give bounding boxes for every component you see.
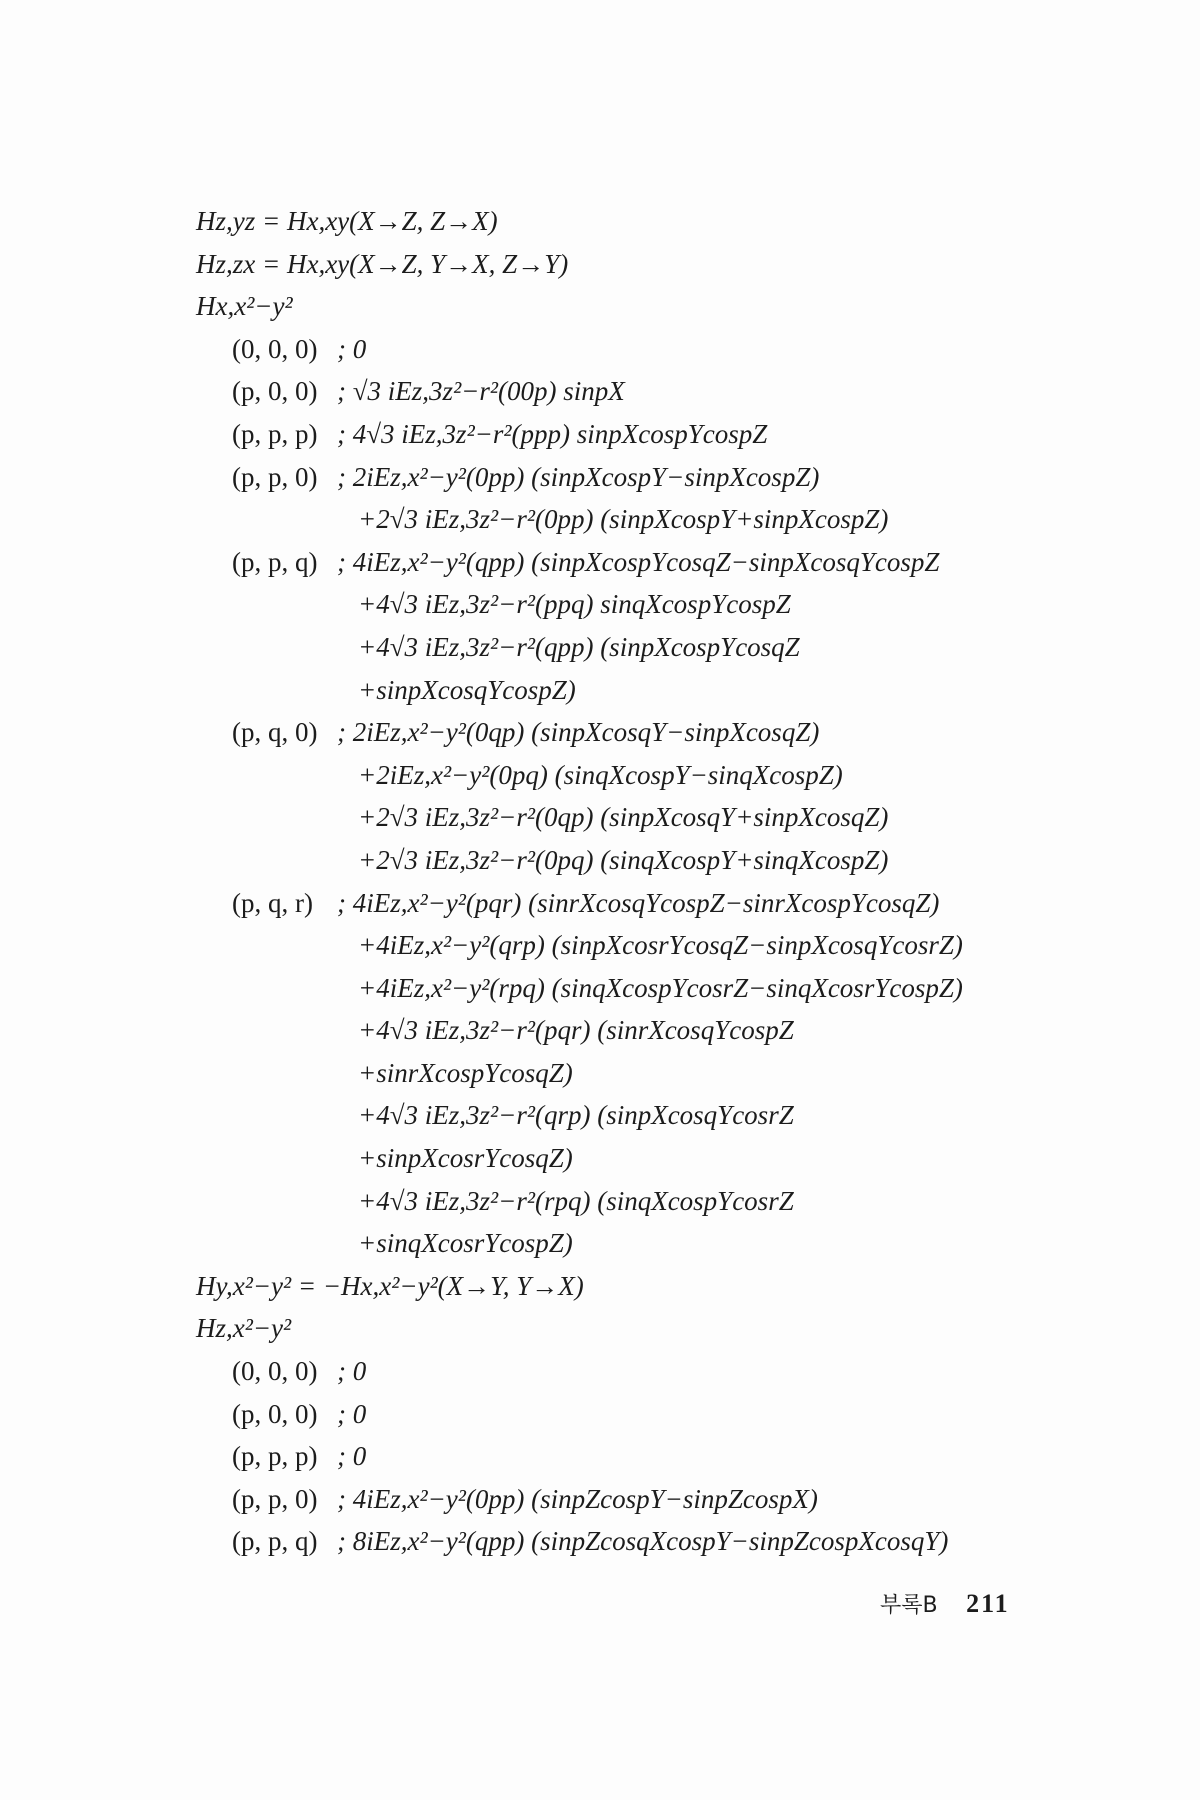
equation-line [196,541,1096,584]
equation-line [196,370,1096,413]
equation-line [196,1094,1096,1137]
equation-line [196,839,1096,882]
equation-expression: +sinpXcosrYcosqZ) [358,1143,573,1174]
equation-expression: +sinrXcospYcosqZ) [358,1057,573,1088]
equation-lead: (0, 0, 0) [232,333,318,364]
equation-block [196,200,1096,1563]
equation-expression: ; 2iEz,x²−y²(0pp) (sinpXcospY−sinpXcospZ) [337,461,820,492]
equation-expression: ; 0 [337,1398,367,1429]
equation-line [196,1307,1096,1350]
equation-lead: (0, 0, 0) [232,1356,318,1387]
equation-expression: ; 4iEz,x²−y²(0pp) (sinpZcospY−sinpZcospX) [337,1483,818,1514]
equation-expression: +4√3 iEz,3z²−r²(qrp) (sinpXcosqYcosrZ [358,1100,794,1131]
appendix-label: 부록B [880,1593,938,1618]
equation-line [196,1350,1096,1393]
equation-line [196,243,1096,286]
equation-expression: +4√3 iEz,3z²−r²(ppq) sinqXcospYcospZ [358,589,791,620]
equation-lead: (p, p, p) [232,1441,318,1472]
equation-line [196,711,1096,754]
equation-lead: (p, p, q) [232,546,318,577]
equation-line [196,498,1096,541]
equation-line [196,669,1096,712]
equation-expression: +2√3 iEz,3z²−r²(0pq) (sinqXcospY+sinqXcospZ) [358,844,889,875]
equation-expression: Hz,yz = Hx,xy(X→Z, Z→X) [196,206,498,236]
equation-expression: ; 8iEz,x²−y²(qpp) (sinpZcosqXcospY−sinpZcospXcosqY) [337,1526,949,1557]
equation-expression: +2iEz,x²−y²(0pq) (sinqXcospY−sinqXcospZ) [358,759,843,790]
equation-line [196,285,1096,328]
equation-lead: (p, q, r) [232,887,313,918]
equation-lead: (p, p, q) [232,1526,318,1557]
equation-line [196,882,1096,925]
equation-expression: +2√3 iEz,3z²−r²(0pp) (sinpXcospY+sinpXcospZ) [358,504,889,535]
equation-line [196,1137,1096,1180]
page-footer [880,1588,1120,1619]
equation-expression: +4√3 iEz,3z²−r²(pqr) (sinrXcosqYcospZ [358,1015,794,1046]
equation-line [196,1435,1096,1478]
equation-expression: Hy,x²−y² = −Hx,x²−y²(X→Y, Y→X) [196,1270,584,1301]
equation-line [196,626,1096,669]
equation-line [196,1222,1096,1265]
equation-line [196,1520,1096,1563]
equation-expression: +sinqXcosrYcospZ) [358,1228,573,1259]
equation-line [196,924,1096,967]
page-number: 211 [966,1589,1010,1618]
equation-expression: Hx,x²−y² [196,291,293,322]
equation-lead: (p, 0, 0) [232,376,318,407]
equation-line [196,456,1096,499]
equation-expression: ; 0 [337,1441,367,1472]
equation-expression: +4iEz,x²−y²(rpq) (sinqXcospYcosrZ−sinqXcosrYcospZ) [358,972,963,1003]
equation-line [196,1180,1096,1223]
equation-expression: ; 4iEz,x²−y²(pqr) (sinrXcosqYcospZ−sinrXcospYcosqZ) [337,887,940,918]
equation-line [196,328,1096,371]
equation-expression: +sinpXcosqYcospZ) [358,674,576,705]
equation-lead: (p, p, 0) [232,1483,318,1514]
equation-expression: +2√3 iEz,3z²−r²(0qp) (sinpXcosqY+sinpXcosqZ) [358,802,889,833]
equation-line [196,1393,1096,1436]
equation-expression: ; 4iEz,x²−y²(qpp) (sinpXcospYcosqZ−sinpXcosqYcospZ [337,546,940,577]
equation-line [196,1009,1096,1052]
equation-lead: (p, 0, 0) [232,1398,318,1429]
equation-expression: ; 4√3 iEz,3z²−r²(ppp) sinpXcospYcospZ [337,418,768,449]
equation-line [196,1478,1096,1521]
equation-lead: (p, p, 0) [232,461,318,492]
equation-expression: ; 0 [337,333,367,364]
equation-line [196,583,1096,626]
equation-expression: ; 0 [337,1356,367,1387]
equation-line [196,413,1096,456]
equation-line [196,967,1096,1010]
equation-expression: ; 2iEz,x²−y²(0qp) (sinpXcosqY−sinpXcosqZ) [337,717,820,748]
equation-expression: ; √3 iEz,3z²−r²(00p) sinpX [337,376,625,407]
equation-line [196,1265,1096,1308]
equation-line [196,796,1096,839]
equation-line [196,754,1096,797]
equation-line [196,1052,1096,1095]
equation-expression: +4iEz,x²−y²(qrp) (sinpXcosrYcosqZ−sinpXcosqYcosrZ) [358,930,963,961]
equation-expression: +4√3 iEz,3z²−r²(rpq) (sinqXcospYcosrZ [358,1185,794,1216]
equation-line [196,200,1096,243]
equation-lead: (p, p, p) [232,418,318,449]
equation-expression: Hz,x²−y² [196,1313,292,1344]
equation-expression: +4√3 iEz,3z²−r²(qpp) (sinpXcospYcosqZ [358,631,800,662]
equation-lead: (p, q, 0) [232,717,318,748]
equation-expression: Hz,zx = Hx,xy(X→Z, Y→X, Z→Y) [196,248,569,279]
